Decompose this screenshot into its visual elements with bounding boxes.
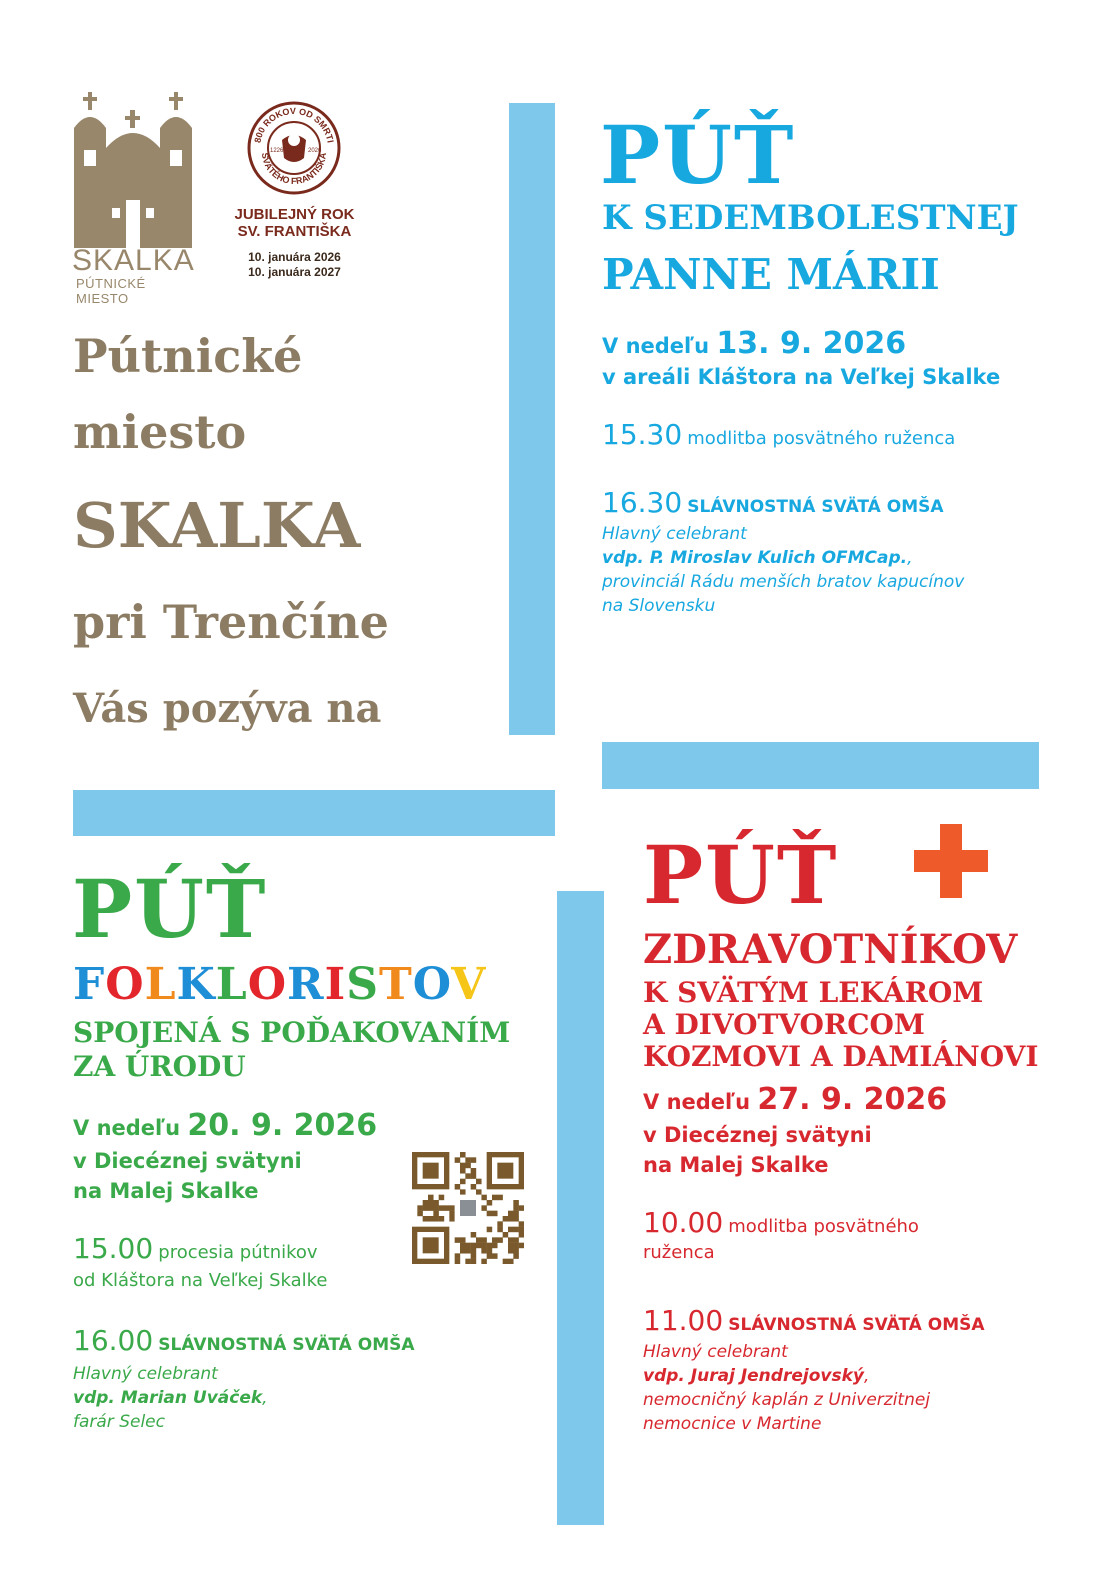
blue-date-line bbox=[602, 326, 906, 361]
green-time2-text: SLÁVNOSTNÁ SVÄTÁ OMŠA bbox=[158, 1335, 415, 1355]
red-date-prefix: V nedeľu bbox=[643, 1090, 751, 1114]
folk-letter: I bbox=[324, 959, 347, 1010]
jubilee-line1: JUBILEJNÝ ROK bbox=[234, 206, 355, 223]
green-date-prefix: V nedeľu bbox=[73, 1116, 181, 1140]
intro-line3: SKALKA bbox=[73, 489, 361, 562]
green-cel-label: Hlavný celebrant bbox=[73, 1364, 218, 1384]
intro-line4: pri Trenčíne bbox=[73, 595, 389, 649]
red-cel-label: Hlavný celebrant bbox=[643, 1342, 788, 1362]
logo-word: SKALKA bbox=[72, 244, 195, 277]
red-sub3: A DIVOTVORCOM bbox=[643, 1008, 925, 1041]
blue-celebrant-block: Hlavný celebrant vdp. P. Miroslav Kulich OFMCap., provinciál Rádu menších bratov kapucínov na Slovensku bbox=[602, 524, 965, 616]
red-time2-text: SLÁVNOSTNÁ SVÄTÁ OMŠA bbox=[728, 1315, 985, 1335]
blue-time1-row bbox=[602, 418, 955, 451]
green-celebrant-block: Hlavný celebrant vdp. Marian Uváček, farár Selec bbox=[73, 1364, 268, 1432]
blue-sub2: PANNE MÁRII bbox=[602, 250, 940, 299]
green-time1-text2: od Kláštora na Veľkej Skalke bbox=[73, 1270, 328, 1291]
red-time1-text2: ruženca bbox=[643, 1242, 715, 1263]
francis-seal bbox=[246, 100, 342, 196]
skalka-logo bbox=[68, 88, 198, 306]
intro-line1: Pútnické bbox=[73, 329, 303, 383]
red-time1-text: modlitba posvätného bbox=[728, 1216, 919, 1237]
green-place2: na Malej Skalke bbox=[73, 1179, 259, 1203]
green-time1: 15.00 bbox=[73, 1232, 154, 1265]
intro-line2: miesto bbox=[73, 405, 247, 459]
blue-date-prefix: V nedeľu bbox=[602, 334, 710, 358]
folkloristov-word bbox=[73, 960, 486, 1010]
blue-bar-vertical-top bbox=[509, 103, 555, 735]
red-celebrant-block: Hlavný celebrant vdp. Juraj Jendrejovský, nemocničný kaplán z Univerzitnej nemocnice v Martine bbox=[643, 1342, 931, 1434]
green-time1-row bbox=[73, 1232, 318, 1265]
jubilee-date1: 10. januára 2026 bbox=[248, 250, 341, 264]
red-place1: v Diecéznej svätyni bbox=[643, 1123, 872, 1147]
green-place1: v Diecéznej svätyni bbox=[73, 1149, 302, 1173]
folk-letter: F bbox=[73, 959, 106, 1010]
blue-time1: 15.30 bbox=[602, 418, 683, 451]
seal-year-right: 2026 bbox=[308, 148, 322, 154]
folk-letter: T bbox=[378, 959, 413, 1010]
folk-letter: V bbox=[451, 959, 487, 1010]
green-title: PÚŤ bbox=[72, 862, 268, 956]
folk-letter: L bbox=[144, 959, 177, 1010]
seal-text-bottom: SVÄTÉHO FRANTIŠKA bbox=[259, 152, 329, 187]
folk-letter: S bbox=[346, 959, 379, 1010]
blue-place: v areáli Kláštora na Veľkej Skalke bbox=[602, 365, 1001, 389]
green-date: 20. 9. 2026 bbox=[187, 1108, 378, 1143]
red-cross bbox=[914, 824, 988, 898]
red-sub4: KOZMOVI A DAMIÁNOVI bbox=[643, 1040, 1039, 1073]
blue-time1-text: modlitba posvätného ruženca bbox=[687, 428, 956, 449]
red-cross-icon bbox=[914, 824, 988, 898]
church-logo-icon bbox=[68, 88, 198, 248]
red-cel-role1: nemocničný kaplán z Univerzitnej bbox=[643, 1390, 931, 1410]
red-sub1: ZDRAVOTNÍKOV bbox=[643, 926, 1018, 973]
red-date-line bbox=[643, 1082, 947, 1117]
green-cel-name: vdp. Marian Uváček bbox=[73, 1388, 263, 1408]
blue-bar-horizontal-right bbox=[602, 742, 1039, 789]
blue-cel-name: vdp. P. Miroslav Kulich OFMCap. bbox=[602, 548, 908, 568]
red-time1: 10.00 bbox=[643, 1206, 724, 1239]
intro-line5: Vás pozýva na bbox=[73, 685, 382, 732]
green-time2: 16.00 bbox=[73, 1324, 154, 1357]
green-sub1: SPOJENÁ S POĎAKOVANÍM bbox=[73, 1016, 511, 1049]
blue-title: PÚŤ bbox=[600, 108, 796, 202]
blue-bar-horizontal-left bbox=[73, 790, 555, 836]
blue-cel-role1: provinciál Rádu menších bratov kapucínov bbox=[602, 572, 965, 592]
red-cel-role2: nemocnice v Martine bbox=[643, 1414, 822, 1434]
seal-text-top: 800 ROKOV OD SMRTI bbox=[252, 105, 336, 144]
green-time1-text: procesia pútnikov bbox=[158, 1242, 318, 1263]
folk-letter: K bbox=[176, 959, 216, 1010]
jubilee-block bbox=[222, 206, 367, 280]
green-time2-row bbox=[73, 1324, 415, 1357]
blue-time2-row bbox=[602, 486, 944, 519]
francis-seal-icon bbox=[246, 100, 342, 196]
green-cel-role: farár Selec bbox=[73, 1412, 165, 1432]
jubilee-line2: SV. FRANTIŠKA bbox=[237, 223, 352, 240]
red-time1-row bbox=[643, 1206, 919, 1239]
blue-time2-text: SLÁVNOSTNÁ SVÄTÁ OMŠA bbox=[687, 497, 944, 517]
blue-sub1: K SEDEMBOLESTNEJ bbox=[602, 198, 1019, 238]
folk-letter: O bbox=[247, 959, 288, 1010]
red-title: PÚŤ bbox=[643, 828, 839, 922]
blue-cel-role2: na Slovensku bbox=[602, 596, 716, 616]
red-sub2: K SVÄTÝM LEKÁROM bbox=[643, 976, 984, 1009]
folk-letter: L bbox=[215, 959, 248, 1010]
red-cel-name: vdp. Juraj Jendrejovský bbox=[643, 1366, 864, 1386]
folk-letter: O bbox=[412, 959, 452, 1010]
blue-date: 13. 9. 2026 bbox=[716, 326, 907, 361]
red-place2: na Malej Skalke bbox=[643, 1153, 829, 1177]
blue-cel-label: Hlavný celebrant bbox=[602, 524, 747, 544]
folk-letter: R bbox=[287, 959, 325, 1010]
red-date: 27. 9. 2026 bbox=[757, 1082, 948, 1117]
blue-time2: 16.30 bbox=[602, 486, 683, 519]
green-date-line bbox=[73, 1108, 377, 1143]
blue-bar-vertical-bottom bbox=[557, 891, 604, 1525]
seal-year-left: 1226 bbox=[270, 148, 284, 154]
qr-code[interactable] bbox=[412, 1152, 524, 1264]
jubilee-date2: 10. januára 2027 bbox=[248, 265, 341, 279]
folk-letter: O bbox=[105, 959, 145, 1010]
red-time2: 11.00 bbox=[643, 1304, 724, 1337]
green-sub2: ZA ÚRODU bbox=[73, 1050, 246, 1083]
red-time2-row bbox=[643, 1304, 985, 1337]
qr-code-icon bbox=[412, 1152, 524, 1264]
logo-sub: PÚTNICKÉ MIESTO bbox=[76, 276, 146, 306]
